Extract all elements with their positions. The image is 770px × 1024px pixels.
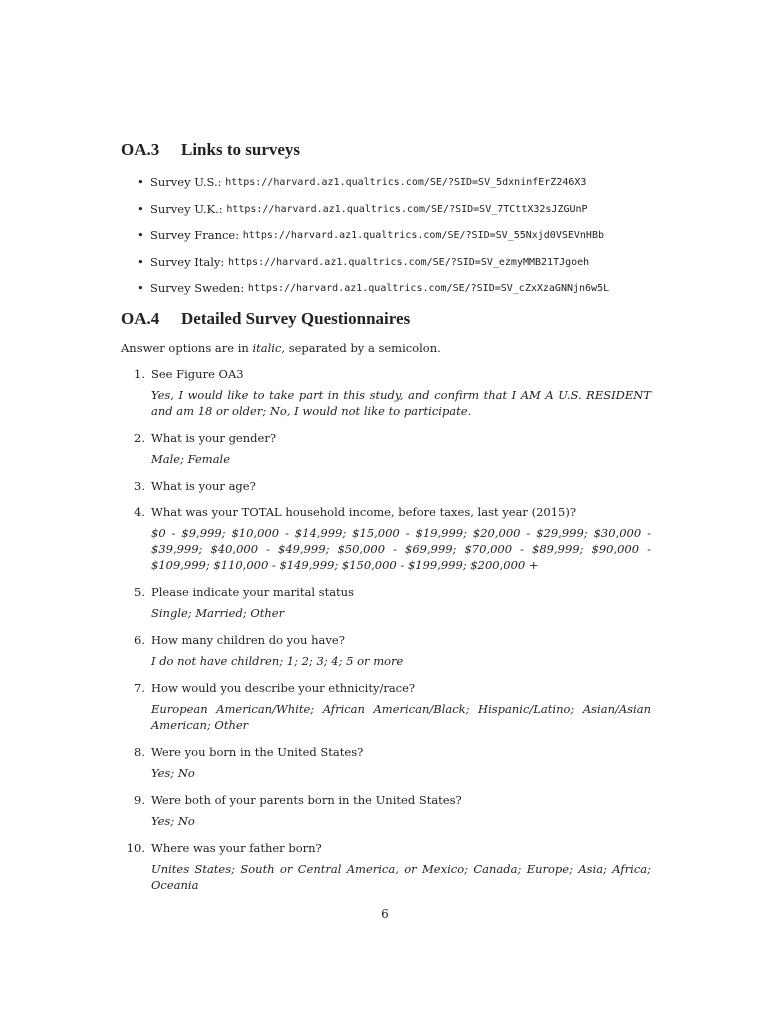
answer-options: $0 - $9,999; $10,000 - $14,999; $15,000 - $19,999; $20,000 - $29,999; $30,000 - $39,999; $40,000 - $49,999; $50,000 - $69,999; $70,000 - $89,999; $90,000 - $109,999; $110,000 - $149,999; $150,000 - $199,999; $200,000 + [151, 525, 651, 572]
intro-text-before: Answer options are in [121, 340, 253, 355]
question-text: Were both of your parents born in the United States? [151, 792, 462, 807]
intro-text-after: , separated by a semicolon. [281, 340, 441, 355]
answer-options: Single; Married; Other [151, 605, 285, 620]
question-number: 8. [134, 744, 145, 759]
section-title: Detailed Survey Questionnaires [181, 308, 411, 328]
survey-link-item-uk [137, 203, 651, 216]
answer-options: I do not have children; 1; 2; 3; 4; 5 or more [151, 653, 404, 668]
question-text: Where was your father born? [151, 840, 322, 855]
survey-link-url[interactable]: https://harvard.az1.qualtrics.com/SE/?SID=SV_ezmyMMB21TJgoeh [227, 256, 590, 268]
survey-link-label: Survey U.S.: [150, 175, 222, 189]
survey-link-item-italy [137, 256, 651, 269]
answer-options: Yes; No [151, 813, 195, 828]
question-number: 2. [134, 430, 145, 445]
question-item [121, 585, 651, 621]
question-number: 6. [134, 632, 145, 647]
bullet-icon: • [137, 254, 144, 269]
survey-link-label: Survey Italy: [150, 254, 225, 269]
question-item [121, 505, 651, 573]
answer-options: Yes, I would like to take part in this study, and confirm that I AM A U.S. RESIDENT and am 18 or older; No, I would not like to participate. [151, 387, 651, 418]
survey-link-url[interactable]: https://harvard.az1.qualtrics.com/SE/?SID=SV_5dxninfErZ246X3 [225, 177, 587, 188]
question-number: 4. [134, 504, 145, 519]
question-item [121, 367, 651, 419]
answer-options: Unites States; South or Central America, or Mexico; Canada; Europe; Asia; Africa; Oceania [151, 861, 651, 892]
question-item [121, 479, 651, 493]
question-number: 7. [134, 680, 145, 695]
question-text: How many children do you have? [151, 632, 345, 647]
bullet-icon: • [137, 228, 144, 242]
intro-text-italic: italic [252, 340, 282, 355]
question-text: What is your gender? [151, 430, 276, 445]
page-content [121, 140, 651, 905]
bullet-icon: • [137, 175, 144, 189]
question-item [121, 681, 651, 733]
survey-link-label: Survey U.K.: [150, 201, 223, 216]
question-number: 3. [134, 478, 145, 493]
answer-options: European American/White; African American/Black; Hispanic/Latino; Asian/Asian American; Other [151, 701, 651, 732]
question-number: 1. [134, 366, 145, 381]
survey-link-url[interactable]: https://harvard.az1.qualtrics.com/SE/?SID=SV_7TCttX32sJZGUnP [226, 203, 588, 215]
question-text: What is your age? [151, 478, 256, 493]
page-number: 6 [381, 907, 389, 921]
question-text: What was your TOTAL household income, before taxes, last year (2015)? [151, 504, 576, 519]
section-number: OA.4 [121, 308, 160, 328]
question-item [121, 841, 651, 893]
section-title: Links to surveys [181, 140, 301, 159]
survey-links-list [121, 176, 651, 295]
question-item [121, 633, 651, 669]
question-text: Please indicate your marital status [151, 584, 354, 599]
survey-link-url[interactable]: https://harvard.az1.qualtrics.com/SE/?SID=SV_55Nxjd0VSEVnHBb [242, 230, 604, 241]
question-item [121, 793, 651, 829]
question-list [121, 367, 651, 893]
intro-paragraph [121, 341, 651, 355]
question-text: Were you born in the United States? [151, 744, 364, 759]
question-number: 5. [134, 584, 145, 599]
question-item [121, 431, 651, 467]
question-number: 10. [126, 840, 145, 855]
answer-options: Yes; No [151, 765, 195, 780]
question-text: How would you describe your ethnicity/race? [151, 680, 416, 695]
section-number: OA.3 [121, 140, 160, 159]
survey-link-label: Survey Sweden: [150, 281, 245, 295]
survey-link-url[interactable]: https://harvard.az1.qualtrics.com/SE/?SID=SV_cZxXzaGNNjn6w5L [247, 283, 610, 294]
bullet-icon: • [137, 281, 144, 295]
question-item [121, 745, 651, 781]
bullet-icon: • [137, 201, 144, 216]
survey-link-item-france [137, 229, 651, 242]
answer-options: Male; Female [151, 451, 231, 466]
survey-link-item-us [137, 176, 651, 189]
survey-link-item-sweden [137, 282, 651, 295]
section-heading-questionnaires [121, 309, 651, 329]
question-text: See Figure OA3 [151, 366, 244, 381]
section-heading-links [121, 140, 651, 160]
question-number: 9. [134, 792, 145, 807]
survey-link-label: Survey France: [150, 228, 240, 242]
